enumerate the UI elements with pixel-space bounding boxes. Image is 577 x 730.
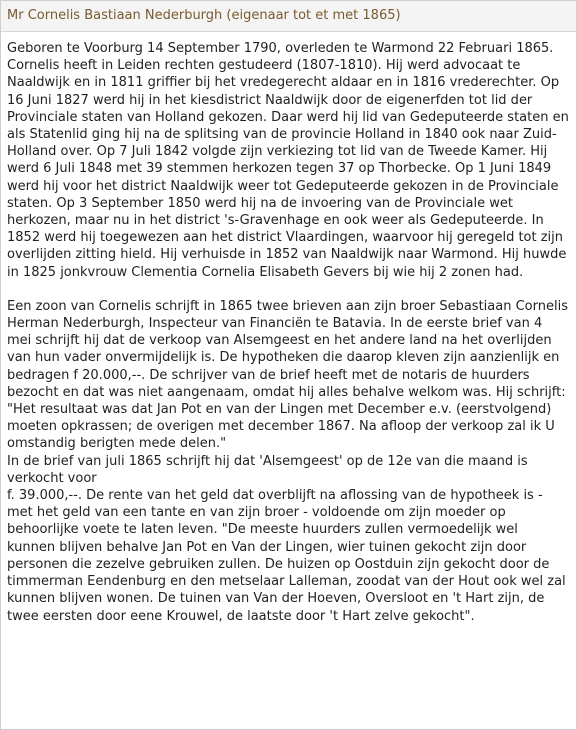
proceeds-paragraph: f. 39.000,--. De rente van het geld dat overblijft na aflossing van de hypotheek is - met het geld van een tante en van zijn broer - voldoende om zijn moeder op behoorlijke voete te laten leven. "De meeste huurders zullen vermoedelijk wel kunnen blijven behalve Jan Pot en Van der Lingen, wier tuinen gekocht zijn door personen die zezelve gebruiken zullen. De huizen op Oostduin zijn gekocht door de timmerman Eendenburg en den metselaar Lalleman, zoodat van der Hout ook wel zal kunnen blijven wonen. De tuinen van Van der Hoeven, Oversloot en 't Hart zijn, de twee eersten door eene Krouwel, de laatste door 't Hart zelve gekocht". [7, 488, 566, 624]
letters-paragraph: Een zoon van Cornelis schrijft in 1865 twee brieven aan zijn broer Sebastiaan Cornelis Herman Nederburgh, Inspecteur van Financiën te Batavia. In de eerste brief van 4 mei schrijft hij dat de verkoop van Alsemgeest en het andere land na het overlijden van hun vader onvermijdelijk is. De hypotheken die daarop kleven zijn aanzienlijk en bedragen f 20.000,--. De schrijver van de brief heeft met de notaris de huurders bezocht en dat was niet aangenaam, omdat hij alles behalve welkom was. Hij schrijft: "Het resultaat was dat Jan Pot en van der Lingen met December e.v. (eerstvolgend) moeten opkrassen; de overigen met december 1867. Na afloop der verkoop zal ik U omstandig berigten mede delen." [7, 298, 568, 452]
sale-paragraph: In de brief van juli 1865 schrijft hij dat 'Alsemgeest' op de 12e van die maand is verkocht voor [7, 453, 528, 486]
article-body [1, 32, 576, 625]
paragraph-spacer [7, 281, 570, 298]
panel-header [1, 1, 576, 32]
biography-paragraph: Geboren te Voorburg 14 September 1790, overleden te Warmond 22 Februari 1865. Cornelis heeft in Leiden rechten gestudeerd (1807-1810). Hij werd advocaat te Naaldwijk en in 1811 griffier bij het vredegerecht aldaar en in 1816 vrederechter. Op 16 Juni 1827 werd hij in het kiesdistrict Naaldwijk door de eigenerfden tot lid der Provinciale staten van Holland gekozen. Daar werd hij lid van Gedeputeerde staten en als Statenlid ging hij na de splitsing van de provincie Holland in 1840 ook naar Zuid-Holland over. Op 7 Juli 1842 volgde zijn verkiezing tot lid van de Tweede Kamer. Hij werd 6 Juli 1848 met 39 stemmen herkozen tegen 37 op Thorbecke. Op 1 Juni 1849 werd hij voor het district Naaldwijk weer tot Gedeputeerde gekozen in de Provinciale staten. Op 3 September 1850 werd hij na de invoering van de Provinciale wet herkozen, maar nu in het district 's-Gravenhage en ook weer als Gedeputeerde. In 1852 werd hij toegewezen aan het district Vlaardingen, waarvoor hij geregeld tot zijn overlijden zitting hield. Hij verhuisde in 1852 van Naaldwijk naar Warmond. Hij huwde in 1825 jonkvrouw Clementia Cornelia Elisabeth Gevers bij wie hij 2 zonen had. [7, 41, 569, 280]
page-title: Mr Cornelis Bastiaan Nederburgh (eigenaar tot et met 1865) [7, 8, 401, 23]
